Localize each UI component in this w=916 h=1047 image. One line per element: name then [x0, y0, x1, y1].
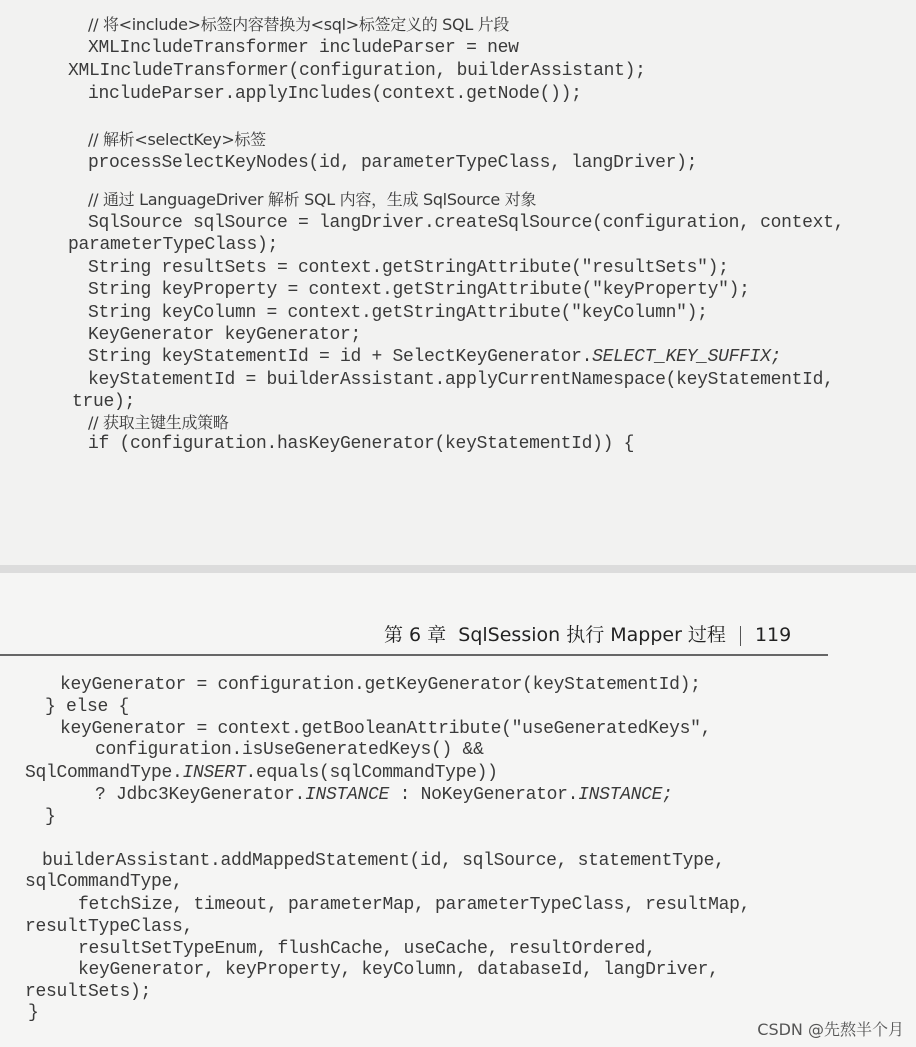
header-rule	[0, 654, 828, 656]
watermark: CSDN @先熬半个月	[757, 1020, 904, 1039]
code-line: } else {	[45, 697, 130, 717]
code-line: builderAssistant.addMappedStatement(id, sqlSource, statementType,	[42, 851, 725, 871]
code-comment: // 解析<selectKey>标签	[88, 130, 266, 149]
code-line	[88, 347, 781, 367]
code-line: keyGenerator = configuration.getKeyGenerator(keyStatementId);	[60, 675, 701, 695]
code-line: sqlCommandType,	[25, 872, 183, 892]
code-line: XMLIncludeTransformer includeParser = new	[88, 38, 519, 58]
code-line: String resultSets = context.getStringAttribute("resultSets");	[88, 258, 729, 278]
code-line: resultSetTypeEnum, flushCache, useCache, resultOrdered,	[78, 939, 656, 959]
code-constant: INSERT	[182, 763, 246, 783]
code-line: includeParser.applyIncludes(context.getNode());	[88, 84, 582, 104]
code-comment: // 通过 LanguageDriver 解析 SQL 内容，生成 SqlSource 对象	[88, 190, 537, 209]
code-line: keyGenerator, keyProperty, keyColumn, databaseId, langDriver,	[78, 960, 719, 980]
code-comment: // 将<include>标签内容替换为<sql>标签定义的 SQL 片段	[88, 15, 510, 34]
code-line: resultSets);	[25, 982, 152, 1002]
code-line: String keyColumn = context.getStringAttribute("keyColumn");	[88, 303, 708, 323]
code-line: String keyProperty = context.getStringAttribute("keyProperty");	[88, 280, 750, 300]
code-line: keyStatementId = builderAssistant.applyCurrentNamespace(keyStatementId,	[88, 370, 834, 390]
page-divider	[0, 565, 916, 573]
code-text: SqlCommandType.	[25, 763, 183, 783]
code-text: String keyStatementId = id + SelectKeyGenerator.	[88, 347, 593, 367]
code-constant: INSTANCE;	[578, 785, 673, 805]
header-separator	[740, 626, 741, 646]
page-number: 119	[754, 624, 792, 646]
code-constant: SELECT_KEY_SUFFIX;	[592, 347, 782, 367]
code-constant: INSTANCE	[305, 785, 390, 805]
code-line: if (configuration.hasKeyGenerator(keyStatementId)) {	[88, 434, 635, 454]
code-line: configuration.isUseGeneratedKeys() &&	[95, 740, 484, 760]
code-text: .equals(sqlCommandType))	[245, 763, 498, 783]
code-line: resultTypeClass,	[25, 917, 194, 937]
code-line: parameterTypeClass);	[68, 235, 279, 255]
code-line: true);	[72, 392, 136, 412]
chapter-title: SqlSession 执行 Mapper 过程	[458, 624, 726, 646]
code-line: keyGenerator = context.getBooleanAttribute("useGeneratedKeys",	[60, 719, 712, 739]
code-line	[25, 763, 498, 783]
code-line: }	[45, 807, 56, 827]
code-line: fetchSize, timeout, parameterMap, parameterTypeClass, resultMap,	[78, 895, 751, 915]
code-text: ? Jdbc3KeyGenerator.	[95, 785, 306, 805]
code-line: XMLIncludeTransformer(configuration, builderAssistant);	[68, 61, 646, 81]
code-text: : NoKeyGenerator.	[389, 785, 579, 805]
code-line: SqlSource sqlSource = langDriver.createSqlSource(configuration, context,	[88, 213, 845, 233]
code-line: KeyGenerator keyGenerator;	[88, 325, 362, 345]
running-header	[384, 620, 791, 647]
code-line: }	[28, 1003, 39, 1023]
code-line	[95, 785, 673, 805]
code-comment: // 获取主键生成策略	[88, 413, 229, 432]
chapter-number: 第 6 章	[384, 624, 447, 646]
code-line: processSelectKeyNodes(id, parameterTypeClass, langDriver);	[88, 153, 698, 173]
